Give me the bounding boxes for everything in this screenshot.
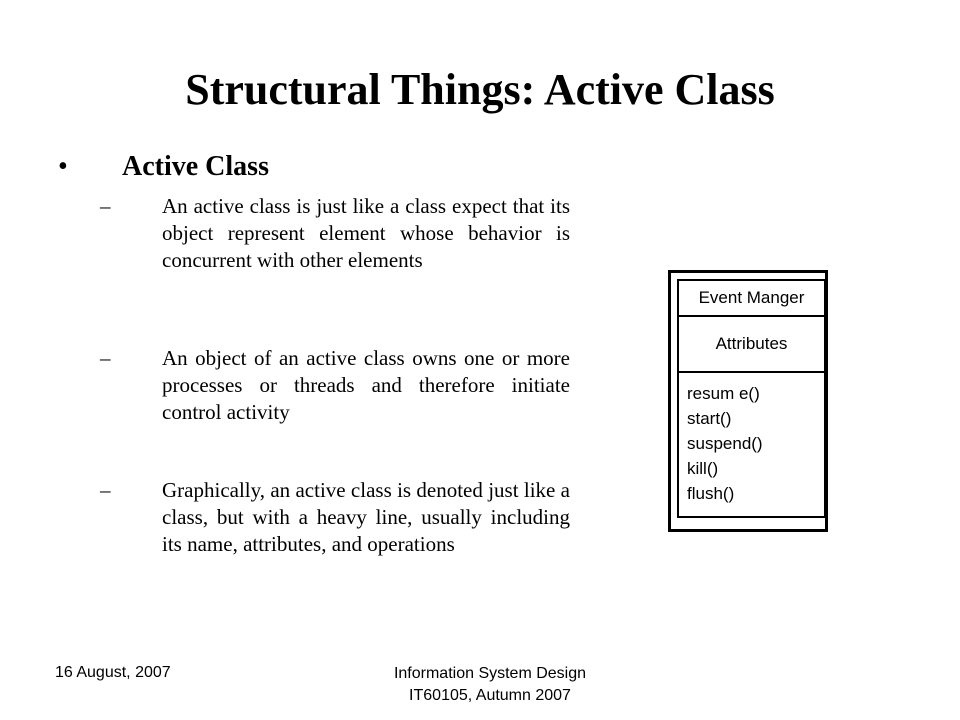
sub-point-text: Graphically, an active class is denoted just like a class, but with a heavy line, usually including its name, attributes, and operations [162, 478, 570, 556]
sub-point-2 [100, 345, 570, 426]
uml-operation: flush() [687, 484, 735, 503]
dash-marker: – [100, 194, 111, 218]
slide-title: Structural Things: Active Class [185, 65, 775, 114]
bullet-marker: • [58, 151, 68, 182]
uml-operation: start() [687, 409, 732, 428]
uml-operation: resum e() [687, 384, 760, 403]
sub-point-1 [100, 193, 570, 274]
uml-active-class-diagram [677, 279, 826, 518]
uml-operations-compartment [679, 373, 824, 506]
bullet-heading: Active Class [122, 151, 269, 182]
footer-course [340, 663, 640, 707]
uml-attributes-compartment: Attributes [679, 317, 824, 373]
sub-point-text: An active class is just like a class expect that its object represent element whose behavior is concurrent with other elements [162, 194, 570, 272]
dash-marker: – [100, 346, 111, 370]
uml-operation: suspend() [687, 434, 763, 453]
dash-marker: – [100, 478, 111, 502]
sub-point-3 [100, 477, 570, 558]
footer-course-line2: IT60105, Autumn 2007 [409, 687, 571, 704]
footer-course-line1: Information System Design [393, 665, 587, 682]
footer-date: 16 August, 2007 [55, 664, 171, 681]
sub-point-text: An object of an active class owns one or more processes or threads and therefore initiate control activity [162, 346, 570, 424]
uml-operation: kill() [687, 459, 719, 478]
uml-class-name: Event Manger [679, 281, 824, 317]
